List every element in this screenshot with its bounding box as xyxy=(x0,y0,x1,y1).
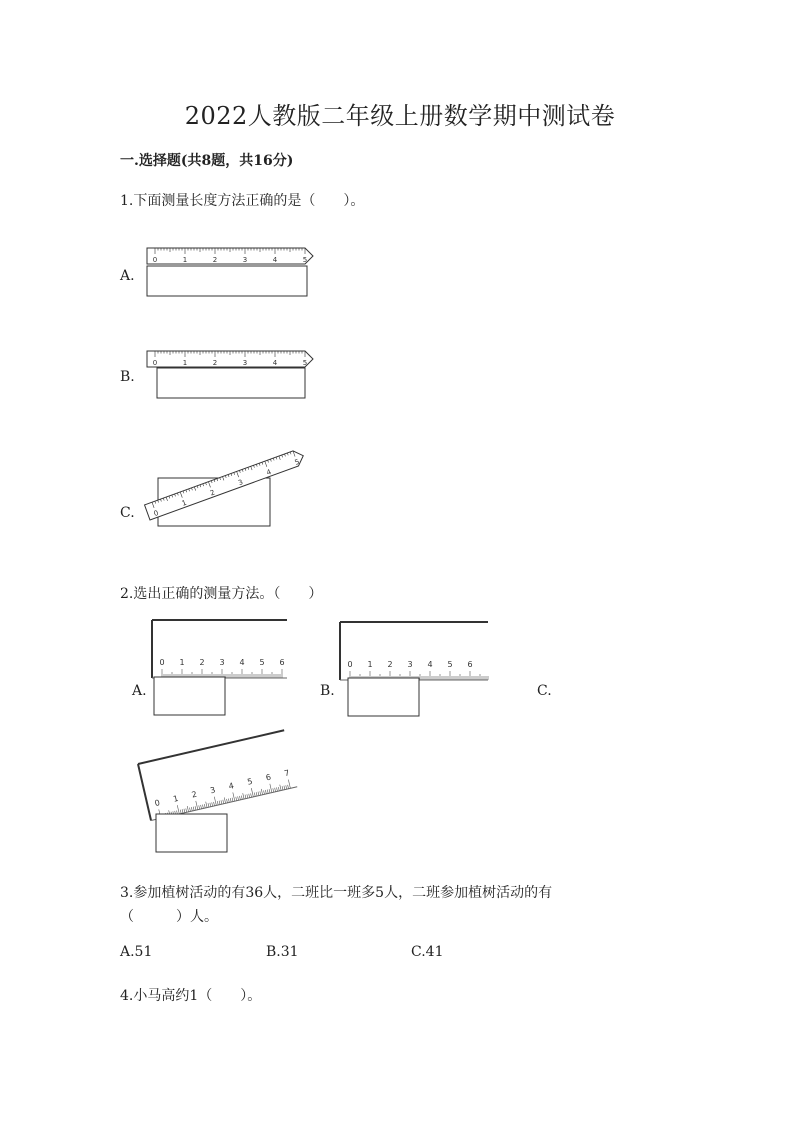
ruler xyxy=(138,730,297,820)
object-rectangle xyxy=(154,677,225,715)
ruler-number: 3 xyxy=(219,658,225,667)
ruler-number: 2 xyxy=(212,359,218,367)
ruler xyxy=(145,448,306,520)
ruler-number: 2 xyxy=(209,488,216,498)
question-3-line-2: （ ）人。 xyxy=(120,909,218,925)
q2-option-a-label[interactable]: A. xyxy=(132,683,147,699)
ruler-number: 4 xyxy=(227,781,235,792)
ruler-number: 5 xyxy=(293,457,301,467)
ruler-number: 3 xyxy=(209,785,217,796)
ruler-number: 5 xyxy=(302,256,308,264)
ruler-number: 3 xyxy=(242,256,248,264)
object-rectangle xyxy=(147,266,307,296)
q3-option-c[interactable]: C.41 xyxy=(411,944,444,960)
question-2-text: 2.选出正确的测量方法。（ ） xyxy=(120,586,323,602)
ruler-number: 1 xyxy=(179,658,185,667)
q2-option-c-label[interactable]: C. xyxy=(537,683,552,699)
section-heading: 一.选择题(共8题，共16分) xyxy=(120,153,294,169)
ruler-number: 5 xyxy=(447,660,453,669)
ruler-number: 4 xyxy=(272,256,278,264)
ruler xyxy=(152,620,287,678)
ruler-number: 6 xyxy=(279,658,285,667)
ruler-number: 0 xyxy=(347,660,353,669)
question-1-text: 1.下面测量长度方法正确的是（ ）。 xyxy=(120,193,365,209)
q1-option-a-label[interactable]: A. xyxy=(120,268,135,284)
ruler-number: 3 xyxy=(237,478,245,488)
ruler-number: 0 xyxy=(152,508,160,519)
page-title: 2022人教版二年级上册数学期中测试卷 xyxy=(184,102,616,130)
q2-option-c-figure xyxy=(134,738,314,858)
ruler-body xyxy=(145,448,306,520)
ruler-number: 1 xyxy=(182,256,188,264)
ruler-number: 0 xyxy=(152,256,158,264)
q2-option-b-figure xyxy=(338,620,498,720)
ruler xyxy=(340,622,488,680)
object-rectangle xyxy=(157,368,305,398)
ruler-body xyxy=(138,730,297,820)
ruler-number: 3 xyxy=(407,660,413,669)
ruler-number: 1 xyxy=(180,498,188,508)
object-rectangle xyxy=(348,678,419,716)
q1-option-c-figure xyxy=(140,448,340,538)
q1-option-c-label[interactable]: C. xyxy=(120,505,135,521)
ruler-number: 5 xyxy=(302,359,308,367)
q2-option-a-figure xyxy=(150,618,300,718)
q2-option-b-label[interactable]: B. xyxy=(320,683,335,699)
ruler xyxy=(147,351,313,367)
ruler-number: 2 xyxy=(199,658,205,667)
question-4-text: 4.小马高约1（ ）。 xyxy=(120,988,262,1004)
ruler-body xyxy=(152,620,287,678)
q3-option-a[interactable]: A.51 xyxy=(120,944,153,960)
ruler-number: 1 xyxy=(172,793,180,804)
ruler-number: 0 xyxy=(152,359,158,367)
ruler-number: 0 xyxy=(159,658,165,667)
q1-option-a-figure xyxy=(140,240,340,300)
ruler-number: 1 xyxy=(367,660,373,669)
q1-option-b-figure xyxy=(140,345,340,405)
ruler-number: 2 xyxy=(212,256,218,264)
ruler-number: 6 xyxy=(467,660,473,669)
ruler-body xyxy=(340,622,488,680)
ruler-number: 5 xyxy=(246,776,254,787)
ruler-number: 2 xyxy=(387,660,393,669)
ruler-number: 1 xyxy=(182,359,188,367)
ruler-number: 4 xyxy=(239,658,245,667)
ruler-number: 0 xyxy=(153,798,161,809)
q1-option-b-label[interactable]: B. xyxy=(120,369,135,385)
question-3-line-1: 3.参加植树活动的有36人，二班比一班多5人，二班参加植树活动的有 xyxy=(120,885,553,901)
object-rectangle xyxy=(156,814,227,852)
ruler-number: 7 xyxy=(283,768,291,779)
q3-option-b[interactable]: B.31 xyxy=(266,944,299,960)
ruler xyxy=(147,248,313,264)
ruler-number: 4 xyxy=(427,660,433,669)
ruler-number: 4 xyxy=(272,359,278,367)
ruler-number: 3 xyxy=(242,359,248,367)
ruler-number: 5 xyxy=(259,658,265,667)
ruler-number: 4 xyxy=(265,467,273,477)
ruler-number: 2 xyxy=(190,789,198,800)
ruler-number: 6 xyxy=(264,772,272,783)
